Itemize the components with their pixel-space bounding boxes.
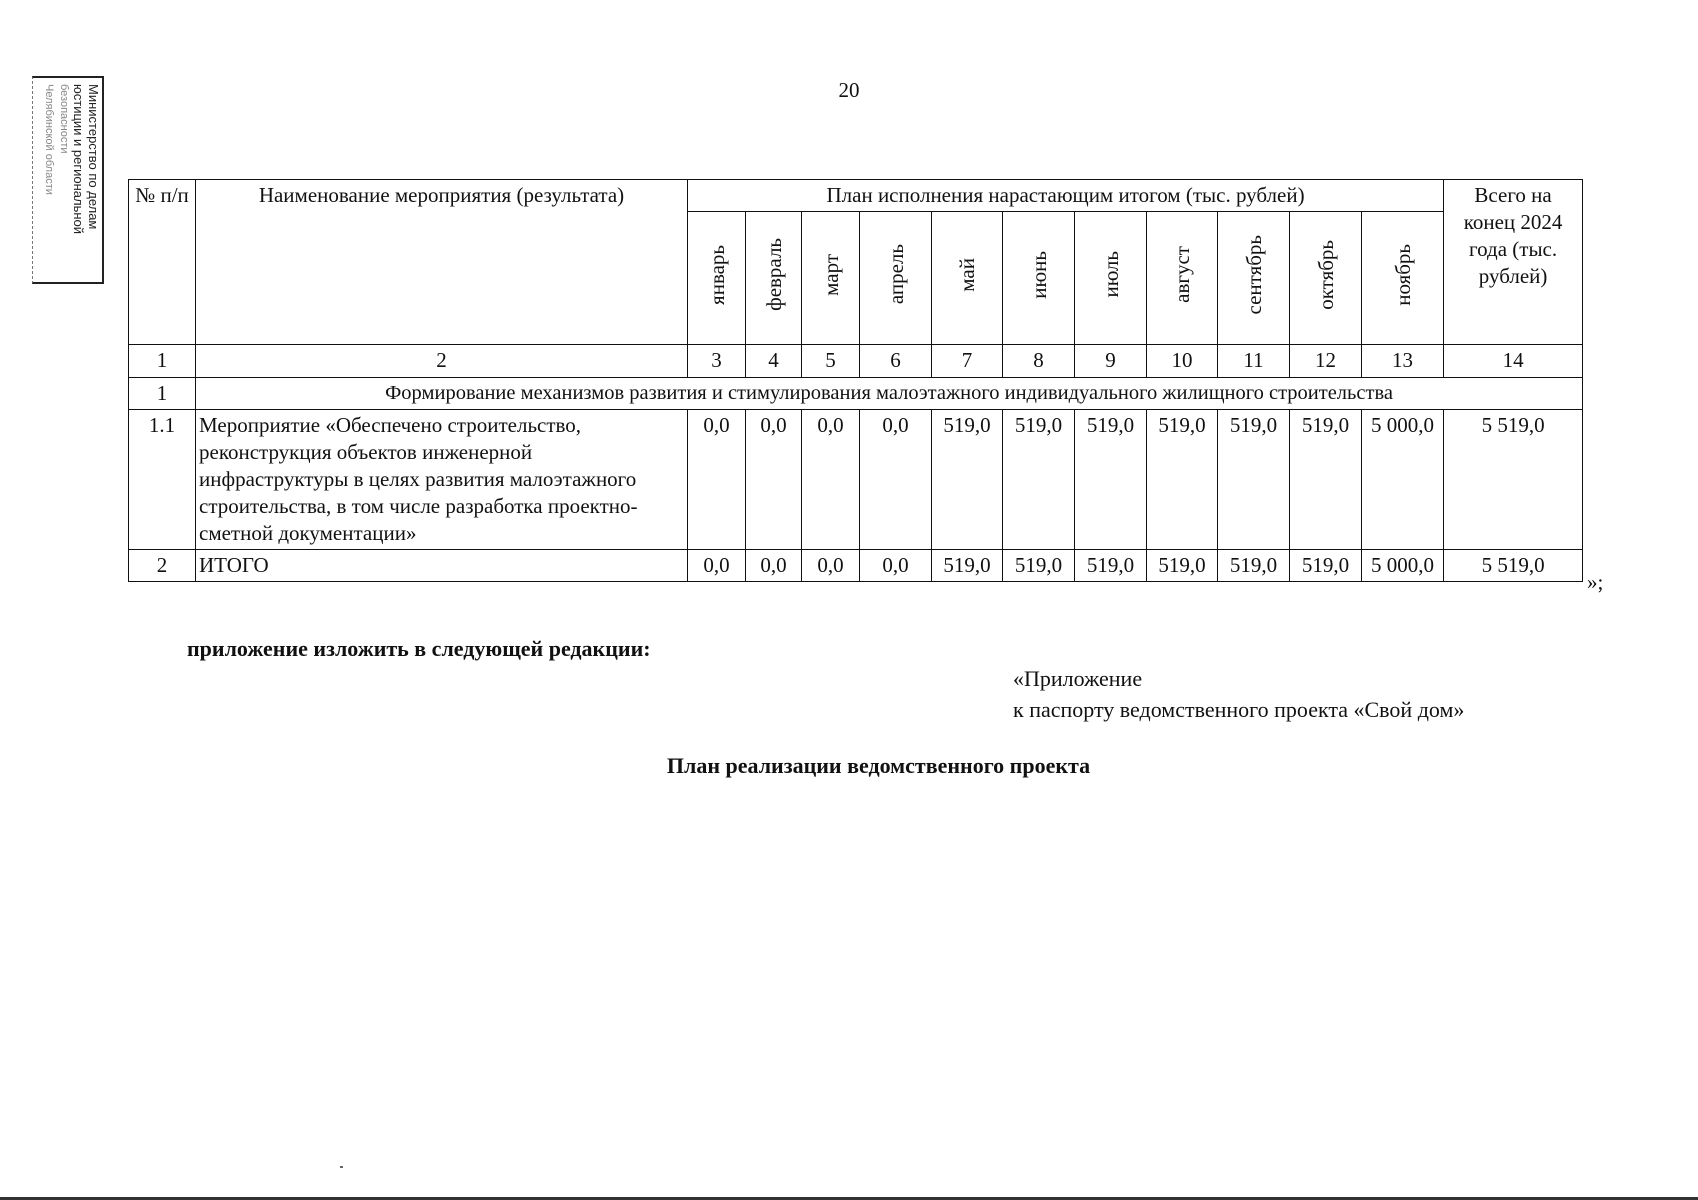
column-number: 9 — [1075, 345, 1147, 378]
header-month-jul — [1075, 212, 1147, 345]
column-number: 2 — [196, 345, 688, 378]
value-cell: 0,0 — [860, 410, 932, 550]
month-label: сентябрь — [1241, 234, 1266, 315]
row-total: 5 519,0 — [1444, 550, 1583, 582]
header-no: № п/п — [129, 180, 196, 345]
appendix-line-2: к паспорту ведомственного проекта «Свой дом» — [1013, 697, 1465, 722]
header-month-jun — [1003, 212, 1075, 345]
column-number: 3 — [688, 345, 746, 378]
header-month-aug — [1147, 212, 1218, 345]
header-row-1 — [129, 180, 1583, 212]
registration-stamp — [32, 76, 104, 284]
value-cell: 519,0 — [1003, 550, 1075, 582]
column-number: 14 — [1444, 345, 1583, 378]
header-month-apr — [860, 212, 932, 345]
month-label: ноябрь — [1390, 243, 1415, 306]
value-cell: 519,0 — [1147, 550, 1218, 582]
month-label: июнь — [1026, 250, 1051, 299]
value-cell: 0,0 — [688, 550, 746, 582]
row-name: Мероприятие «Обеспечено строительство, реконструкция объектов инженерной инфраструктуры в целях развития малоэтажного строительства, в том числе разработка проектно-сметной документации» — [196, 410, 688, 550]
value-cell: 519,0 — [1218, 550, 1290, 582]
section-number: 1 — [129, 378, 196, 410]
value-cell: 519,0 — [1290, 410, 1362, 550]
column-number: 11 — [1218, 345, 1290, 378]
column-number: 8 — [1003, 345, 1075, 378]
value-cell: 519,0 — [1147, 410, 1218, 550]
column-number: 6 — [860, 345, 932, 378]
header-month-jan — [688, 212, 746, 345]
value-cell: 519,0 — [1075, 550, 1147, 582]
row-name: ИТОГО — [196, 550, 688, 582]
header-month-oct — [1290, 212, 1362, 345]
column-number: 4 — [746, 345, 802, 378]
header-month-nov — [1362, 212, 1444, 345]
table-row — [129, 410, 1583, 550]
column-number: 13 — [1362, 345, 1444, 378]
month-label: август — [1170, 246, 1194, 303]
appendix-heading — [1013, 663, 1464, 725]
month-label: февраль — [761, 238, 786, 311]
closing-quote: »; — [1587, 570, 1604, 594]
row-number: 2 — [129, 550, 196, 582]
stamp-line-4: Челябинской области — [43, 84, 55, 195]
page-number: 20 — [838, 78, 860, 102]
appendix-line-1: «Приложение — [1013, 666, 1143, 691]
value-cell: 0,0 — [860, 550, 932, 582]
row-total: 5 519,0 — [1444, 410, 1583, 550]
value-cell: 0,0 — [688, 410, 746, 550]
column-number: 5 — [802, 345, 860, 378]
header-plan: План исполнения нарастающим итогом (тыс. рублей) — [688, 180, 1444, 212]
instruction-text: приложение изложить в следующей редакции: — [187, 636, 651, 661]
value-cell: 519,0 — [1290, 550, 1362, 582]
table-row — [129, 550, 1583, 582]
value-cell: 5 000,0 — [1362, 410, 1444, 550]
value-cell: 519,0 — [1218, 410, 1290, 550]
column-number: 7 — [932, 345, 1003, 378]
header-month-sep — [1218, 212, 1290, 345]
month-label: апрель — [883, 244, 908, 305]
value-cell: 519,0 — [932, 550, 1003, 582]
section-title: Формирование механизмов развития и стимулирования малоэтажного индивидуального жилищного строительства — [196, 378, 1583, 410]
value-cell: 0,0 — [802, 410, 860, 550]
stamp-line-1: Министерство по делам — [86, 84, 101, 230]
plan-title: План реализации ведомственного проекта — [666, 753, 1091, 778]
month-label: май — [955, 257, 979, 292]
header-month-may — [932, 212, 1003, 345]
month-label: март — [818, 253, 843, 296]
value-cell: 0,0 — [802, 550, 860, 582]
value-cell: 0,0 — [746, 410, 802, 550]
implementation-plan-table — [128, 179, 1583, 582]
stamp-line-3: безопасности — [58, 84, 70, 154]
month-label: январь — [704, 244, 729, 305]
header-total: Всего на конец 2024 года (тыс. рублей) — [1444, 180, 1583, 345]
row-number: 1.1 — [129, 410, 196, 550]
header-name: Наименование мероприятия (результата) — [196, 180, 688, 345]
value-cell: 519,0 — [1003, 410, 1075, 550]
value-cell: 0,0 — [746, 550, 802, 582]
stamp-line-2: юстиции и региональной — [71, 84, 86, 235]
value-cell: 519,0 — [932, 410, 1003, 550]
month-label: июль — [1098, 251, 1123, 298]
month-label: октябрь — [1313, 239, 1338, 310]
column-number: 10 — [1147, 345, 1218, 378]
column-number: 12 — [1290, 345, 1362, 378]
header-month-mar — [802, 212, 860, 345]
value-cell: 519,0 — [1075, 410, 1147, 550]
column-number-row — [129, 345, 1583, 378]
header-month-feb — [746, 212, 802, 345]
scan-speck — [340, 1166, 343, 1168]
column-number: 1 — [129, 345, 196, 378]
value-cell: 5 000,0 — [1362, 550, 1444, 582]
section-row — [129, 378, 1583, 410]
